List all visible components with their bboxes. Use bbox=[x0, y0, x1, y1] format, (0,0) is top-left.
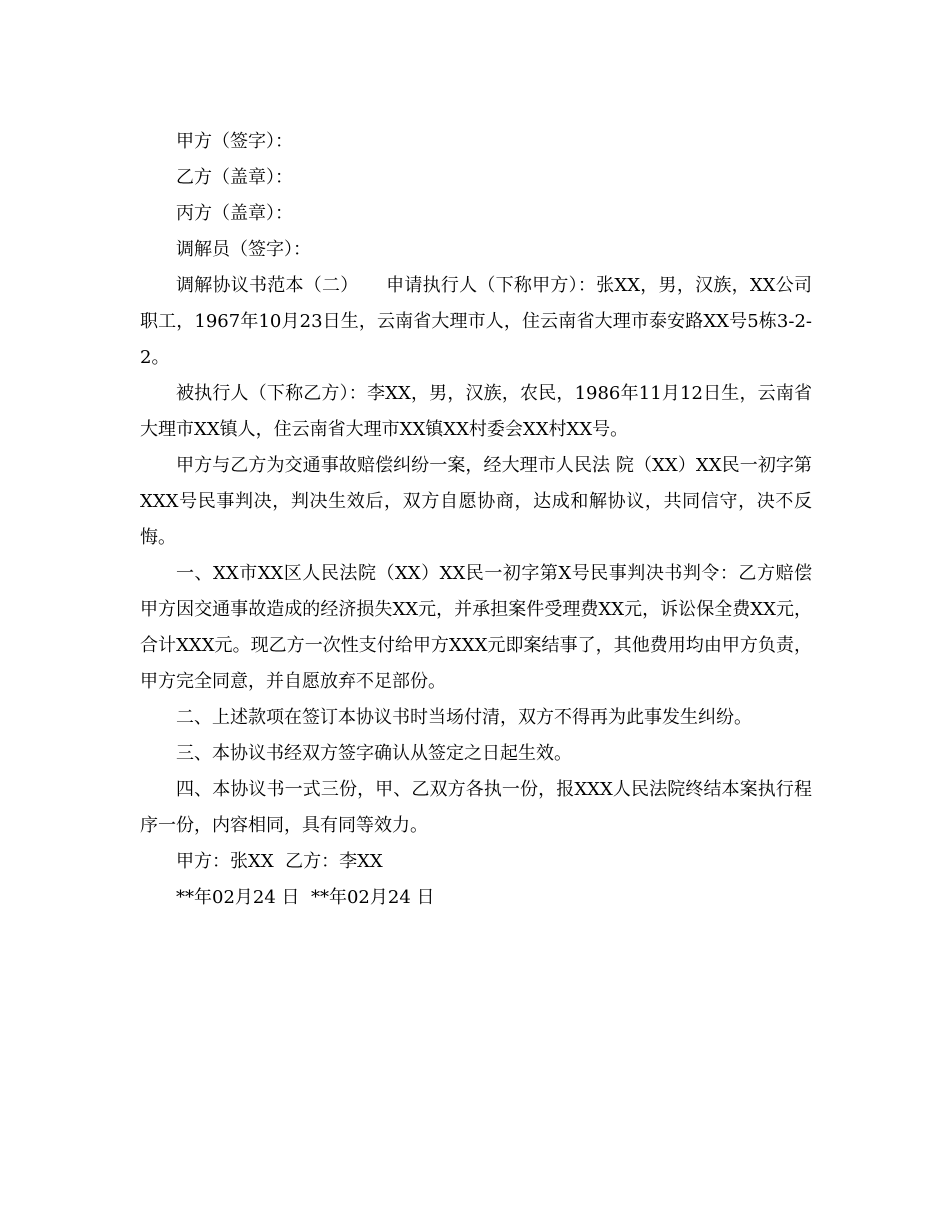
mediator-signature-line: 调解员（签字）： bbox=[176, 239, 311, 260]
clause-four-paragraph: 四、本协议书一式三份，甲、乙双方各执一份，报XXX人民法院终结本案执行程序一份，内容相同，具有同等效力。 bbox=[140, 779, 812, 836]
party-b-seal-line: 乙方（盖章）： bbox=[176, 167, 293, 188]
case-background-paragraph: 甲方与乙方为交通事故赔偿纠纷一案，经大理市人民法 院（XX）XX民一初字第XXX号民事判决，判决生效后，双方自愿协商，达成和解协议，共同信守，决不反悔。 bbox=[140, 455, 812, 548]
party-a-signature-line: 甲方（签字）： bbox=[176, 131, 293, 152]
signing-dates-line: **年02月24 日 **年02月24 日 bbox=[176, 887, 435, 908]
clause-three-paragraph: 三、本协议书经双方签字确认从签定之日起生效。 bbox=[176, 743, 572, 764]
respondent-paragraph: 被执行人（下称乙方）：李XX，男，汉族，农民，1986年11月12日生，云南省大理市XX镇人，住云南省大理市XX镇XX村委会XX村XX号。 bbox=[140, 383, 812, 440]
party-c-seal-line: 丙方（盖章）： bbox=[176, 203, 293, 224]
clause-two-paragraph: 二、上述款项在签订本协议书时当场付清，双方不得再为此事发生纠纷。 bbox=[176, 707, 752, 728]
party-signatures-line: 甲方：张XX 乙方：李XX bbox=[176, 851, 383, 872]
clause-one-paragraph: 一、XX市XX区人民法院（XX）XX民一初字第X号民事判决书判令：乙方赔偿甲方因交通事故造成的经济损失XX元，并承担案件受理费XX元，诉讼保全费XX元，合计XXX元。现乙方一次性支付给甲方XXX元即案结事了，其他费用均由甲方负责，甲方完全同意，并自愿放弃不足部份。 bbox=[140, 563, 812, 692]
applicant-paragraph: 调解协议书范本（二） 申请执行人（下称甲方）：张XX，男，汉族，XX公司职工，1967年10月23日生，云南省大理市人，住云南省大理市泰安路XX号5栋3-2-2。 bbox=[140, 275, 812, 368]
document-page bbox=[140, 124, 812, 916]
